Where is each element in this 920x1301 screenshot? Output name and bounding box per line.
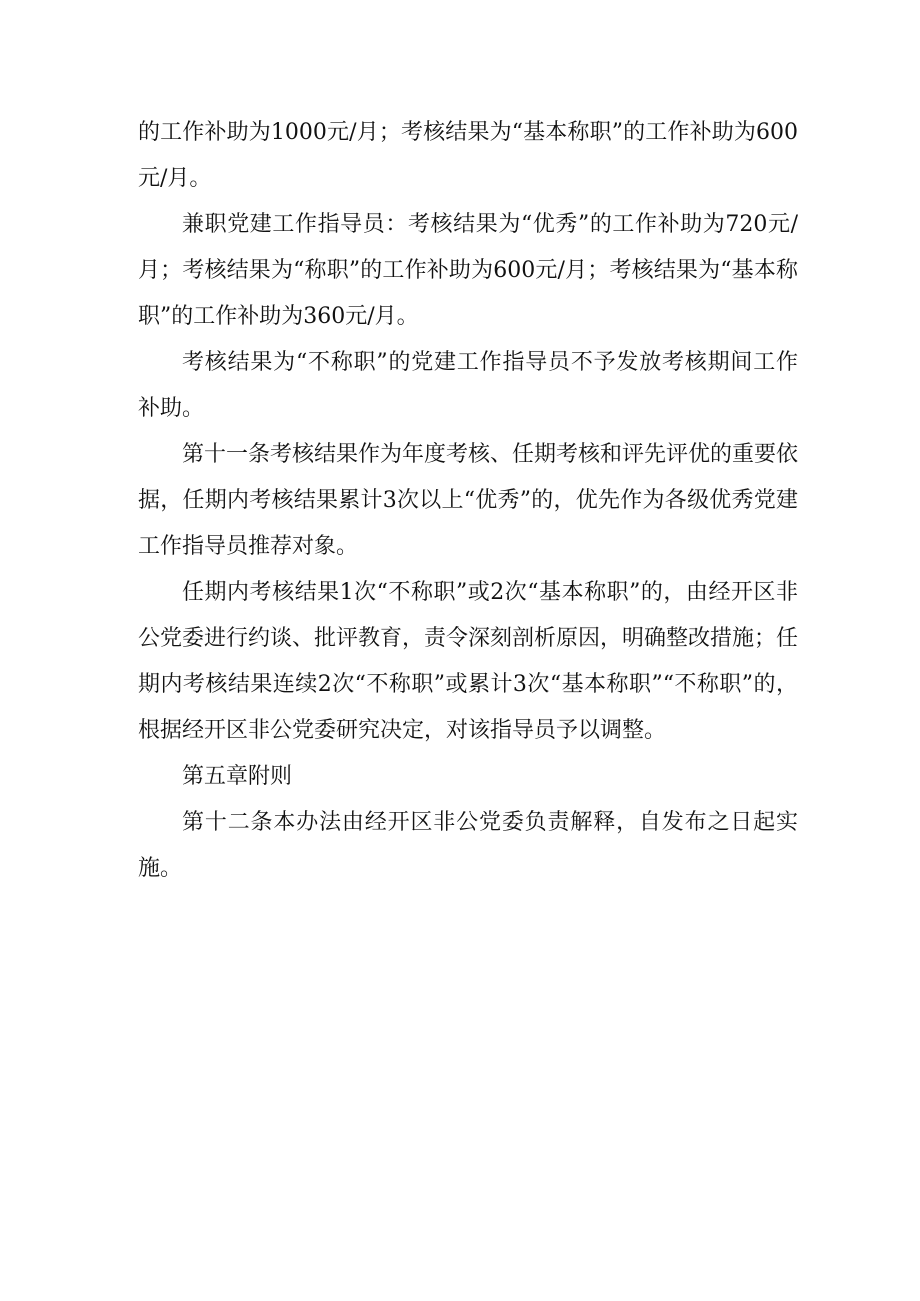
paragraph-subsidy-continuation: 的工作补助为1000元/月；考核结果为“基本称职”的工作补助为600元/月。	[138, 120, 798, 191]
paragraph-part-time-subsidy: 兼职党建工作指导员：考核结果为“优秀”的工作补助为720元/月；考核结果为“称职”的工作补助为600元/月；考核结果为“基本称职”的工作补助为360元/月。	[138, 212, 798, 329]
paragraph-adjustment: 任期内考核结果1次“不称职”或2次“基本称职”的，由经开区非公党委进行约谈、批评教育，责令深刻剖析原因，明确整改措施；任期内考核结果连续2次“不称职”或累计3次“基本称职”“不称职”的，根据经开区非公党委研究决定，对该指导员予以调整。	[138, 580, 799, 743]
paragraph-article-11: 第十一条考核结果作为年度考核、任期考核和评先评优的重要依据，任期内考核结果累计3次以上“优秀”的，优先作为各级优秀党建工作指导员推荐对象。	[138, 442, 799, 559]
document-body	[138, 110, 798, 892]
paragraph-unqualified-no-subsidy: 考核结果为“不称职”的党建工作指导员不予发放考核期间工作补助。	[138, 350, 798, 421]
chapter-heading: 第五章附则	[182, 764, 293, 789]
paragraph-article-12: 第十二条本办法由经开区非公党委负责解释，自发布之日起实施。	[138, 810, 798, 881]
